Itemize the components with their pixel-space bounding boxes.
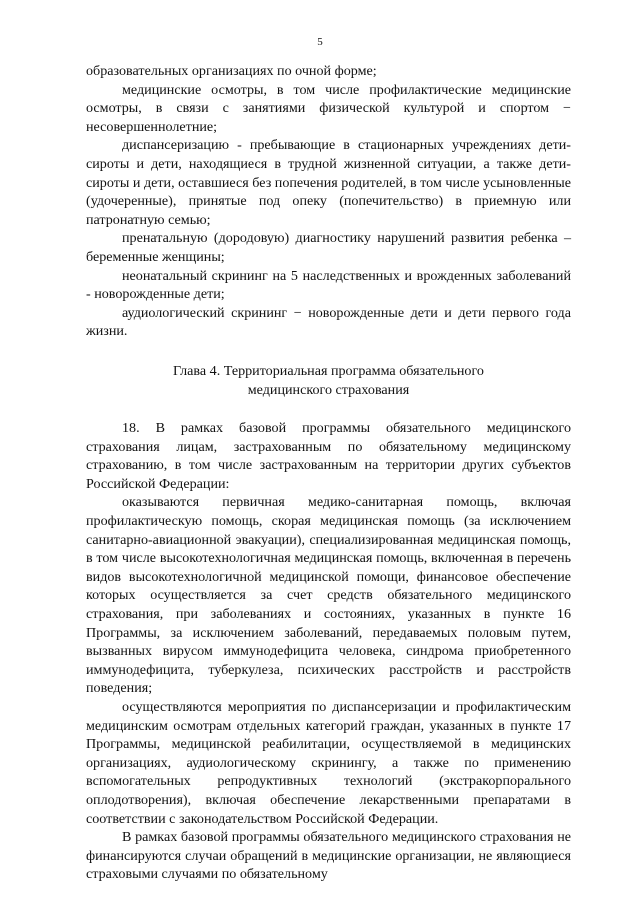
paragraph-not-financed: В рамках базовой программы обязательного медицинского страхования не финансируются случаи обращений в медицинские организации, не являющиеся страховыми случаями по обязательному: [86, 829, 571, 883]
paragraph-dispensarization: диспансеризацию - пребывающие в стационарных учреждениях дети-сироты и дети, находящиеся в трудной жизненной ситуации, а также дети-сироты и дети, оставшиеся без попечения родителей, в том числе усыновленные (удочеренные), принятые под опеку (попечительство) в приемную или патронатную семью;: [86, 137, 571, 228]
paragraph-continuation: образовательных организациях по очной форме;: [86, 63, 377, 79]
paragraph-neonatal-screening: неонатальный скрининг на 5 наследственных и врожденных заболеваний - новорожденные дети;: [86, 267, 571, 303]
paragraph-prenatal-diagnostics: пренатальную (дородовую) диагностику нарушений развития ребенка – беременные женщины;: [86, 230, 571, 265]
chapter-heading: [86, 362, 571, 399]
paragraph-audiological-screening: аудиологический скрининг − новорожденные дети и дети первого года жизни.: [86, 304, 571, 340]
page-number: 5: [317, 36, 323, 48]
paragraph-care-provided: оказываются первичная медико-санитарная помощь, включая профилактическую помощь, скорая медицинская помощь (за исключением санитарно-авиационной эвакуации), специализированная медицинская помощь, в том числе высокотехнологичная медицинская помощь, включенная в перечень видов высокотехнологичной медицинской помощи, финансовое обеспечение которых осуществляется за счет средств обязательного медицинского страхования, при заболеваниях и состояниях, указанных в пункте 16 Программы, за исключением заболеваний, передаваемых половым путем, вызванных вирусом иммунодефицита человека, синдрома приобретенного иммунодефицита, туберкулеза, психических расстройств и расстройств поведения;: [86, 494, 571, 697]
paragraph-measures-carried-out: осуществляются мероприятия по диспансеризации и профилактическим медицинским осмотрам отдельных категорий граждан, указанных в пункте 17 Программы, медицинской реабилитации, осуществляемой в медицинских организациях, аудиологическому скринингу, а также по применению вспомогательных репродуктивных технологий (экстракорпорального оплодотворения), включая обеспечение лекарственными препаратами в соответствии с законодательством Российской Федерации.: [86, 699, 571, 827]
chapter-heading-line-1: Глава 4. Территориальная программа обязательного: [173, 362, 484, 379]
document-body: [86, 62, 571, 884]
paragraph-item-18: 18. В рамках базовой программы обязательного медицинского страхования лицам, застрахованным по обязательному медицинскому страхованию, в том числе застрахованным на территории других субъектов Российской Федерации:: [86, 420, 571, 492]
chapter-heading-line-2: медицинского страхования: [247, 381, 410, 398]
paragraph-medical-examinations: медицинские осмотры, в том числе профилактические медицинские осмотры, в связи с занятиями физической культурой и спортом − несовершеннолетние;: [86, 81, 571, 135]
